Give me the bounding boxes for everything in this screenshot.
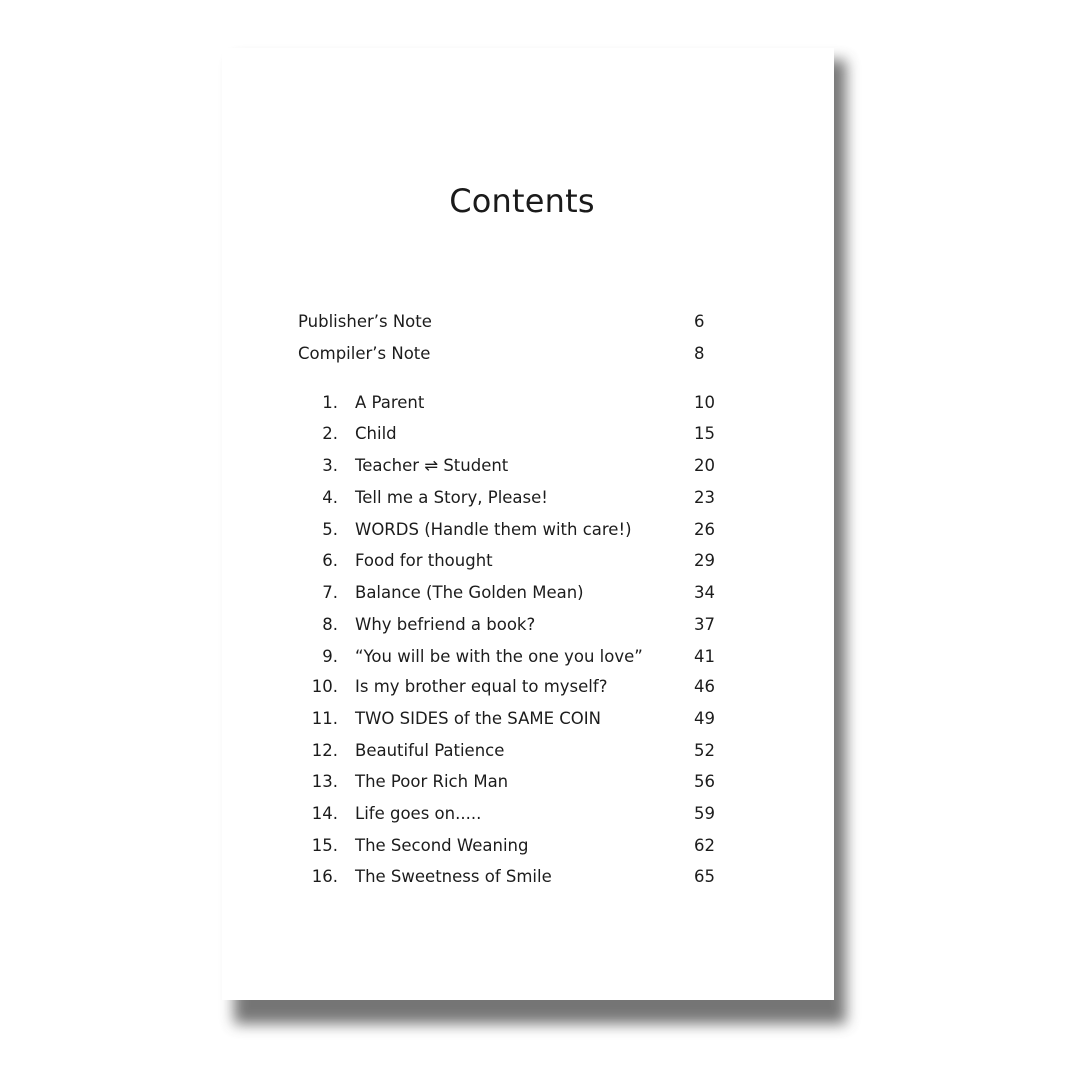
chapter-number: 11. xyxy=(311,709,338,728)
chapter-page: 15 xyxy=(694,424,715,443)
chapter-page: 23 xyxy=(694,488,715,507)
chapter-number: 13. xyxy=(311,772,338,791)
front-matter-title: Compiler’s Note xyxy=(298,344,431,363)
chapter-number: 14. xyxy=(311,804,338,823)
chapter-title: Is my brother equal to myself? xyxy=(355,677,608,696)
chapter-number: 5. xyxy=(322,520,338,539)
chapter-page: 59 xyxy=(694,804,715,823)
chapter-title: “You will be with the one you love” xyxy=(355,647,643,666)
chapter-page: 49 xyxy=(694,709,715,728)
chapter-page: 20 xyxy=(694,456,715,475)
chapter-number: 16. xyxy=(311,867,338,886)
chapter-title: Beautiful Patience xyxy=(355,741,505,760)
chapter-title: Teacher ⇌ Student xyxy=(355,456,509,475)
front-matter-page: 6 xyxy=(694,312,705,331)
chapter-number: 6. xyxy=(322,551,338,570)
chapter-title: The Poor Rich Man xyxy=(355,772,509,791)
chapter-title: Tell me a Story, Please! xyxy=(355,488,548,507)
chapter-page: 62 xyxy=(694,836,715,855)
chapter-page: 65 xyxy=(694,867,715,886)
chapter-number: 9. xyxy=(322,647,338,666)
page-title: Contents xyxy=(449,182,595,220)
chapter-number: 4. xyxy=(322,488,338,507)
chapter-page: 46 xyxy=(694,677,715,696)
chapter-number: 12. xyxy=(311,741,338,760)
chapter-title: The Second Weaning xyxy=(355,836,529,855)
chapter-number: 3. xyxy=(322,456,338,475)
chapter-title: Why befriend a book? xyxy=(355,615,536,634)
chapter-page: 29 xyxy=(694,551,715,570)
chapter-title: TWO SIDES of the SAME COIN xyxy=(355,709,601,728)
chapter-page: 10 xyxy=(694,393,715,412)
chapter-title: A Parent xyxy=(355,393,425,412)
chapter-number: 15. xyxy=(311,836,338,855)
chapter-number: 2. xyxy=(322,424,338,443)
chapter-title: Food for thought xyxy=(355,551,493,570)
chapter-number: 7. xyxy=(322,583,338,602)
chapter-page: 34 xyxy=(694,583,715,602)
chapter-title: WORDS (Handle them with care!) xyxy=(355,520,632,539)
chapter-page: 37 xyxy=(694,615,715,634)
chapter-title: Balance (The Golden Mean) xyxy=(355,583,584,602)
front-matter-page: 8 xyxy=(694,344,705,363)
chapter-page: 52 xyxy=(694,741,715,760)
chapter-title: The Sweetness of Smile xyxy=(355,867,552,886)
chapter-page: 56 xyxy=(694,772,715,791)
chapter-title: Life goes on..... xyxy=(355,804,482,823)
chapter-number: 1. xyxy=(322,393,338,412)
chapter-page: 41 xyxy=(694,647,715,666)
contents-page xyxy=(222,48,834,1000)
chapter-number: 10. xyxy=(311,677,338,696)
chapter-title: Child xyxy=(355,424,397,443)
front-matter-title: Publisher’s Note xyxy=(298,312,432,331)
chapter-number: 8. xyxy=(322,615,338,634)
chapter-page: 26 xyxy=(694,520,715,539)
